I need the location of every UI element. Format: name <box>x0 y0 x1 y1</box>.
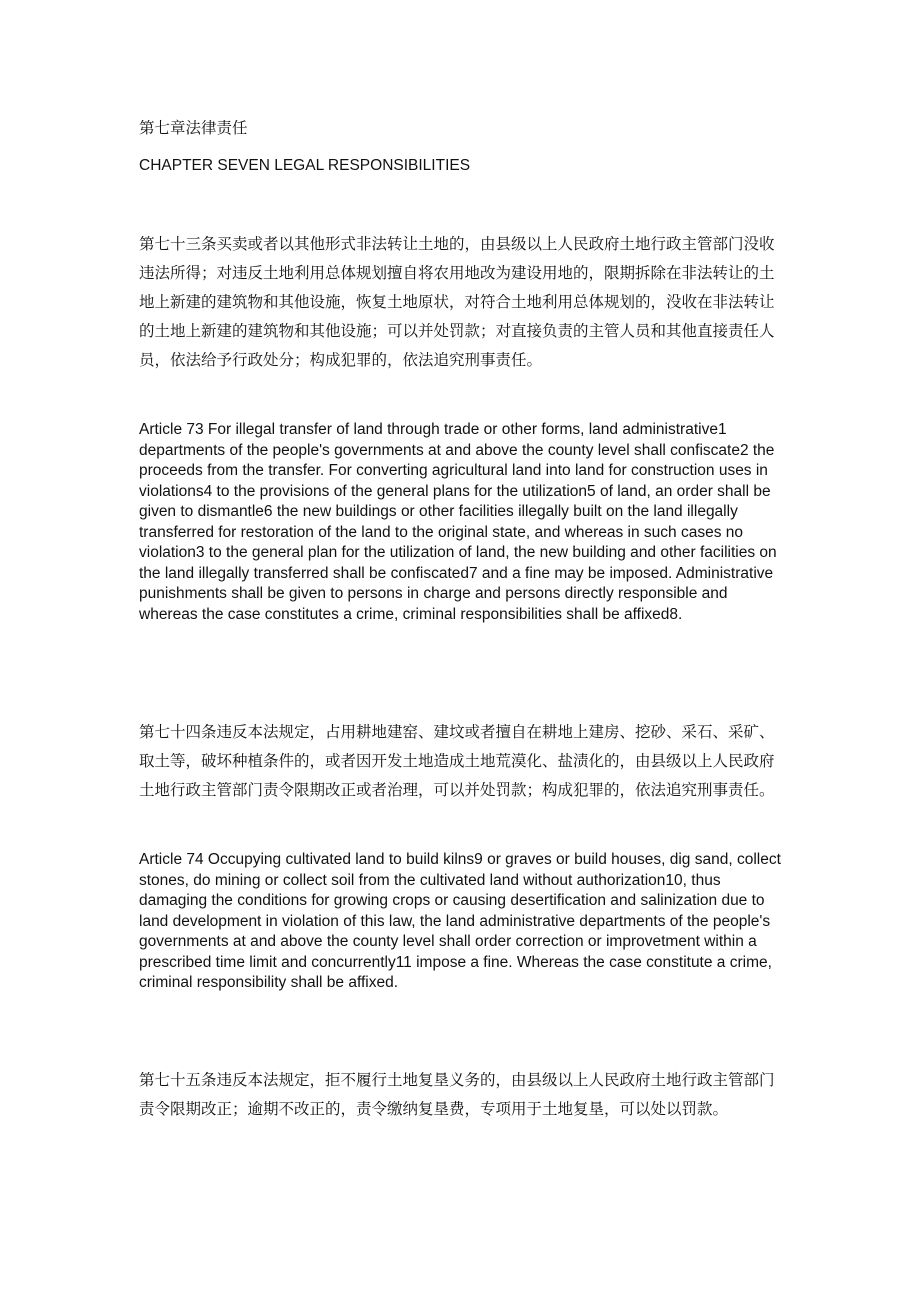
article-74-zh: 第七十四条违反本法规定，占用耕地建窑、建坟或者擅自在耕地上建房、挖砂、采石、采矿、取土等，破坏种植条件的，或者因开发土地造成土地荒漠化、盐渍化的，由县级以上人民政府土地行政主管部门责令限期改正或者治理，可以并处罚款；构成犯罪的，依法追究刑事责任。 <box>139 723 775 799</box>
article-73-zh: 第七十三条买卖或者以其他形式非法转让土地的，由县级以上人民政府土地行政主管部门没收违法所得；对违反土地利用总体规划擅自将农用地改为建设用地的，限期拆除在非法转让的土地上新建的建筑物和其他设施，恢复土地原状，对符合土地利用总体规划的，没收在非法转让的土地上新建的建筑物和其他设施；可以并处罚款；对直接负责的主管人员和其他直接责任人员，依法给予行政处分；构成犯罪的，依法追究刑事责任。 <box>139 235 775 369</box>
article-73-en: Article 73 For illegal transfer of land through trade or other forms, land administrative1 departments of the people's governments at and above the county level shall confiscate2 the proceeds from the transfer. For converting agricultural land into land for construction uses in violations4 to the provisions of the general plans for the utilization5 of land, an order shall be given to dismantle6 the new buildings or other facilities illegally built on the land illegally transferred for restoration of the land to the original state, and whereas in such cases no violation3 to the general plan for the utilization of land, the new building and other facilities on the land illegally transferred shall be confiscated7 and a fine may be imposed. Administrative punishments shall be given to persons in charge and persons directly responsible and whereas the case constitutes a crime, criminal responsibilities shall be affixed8. <box>139 421 777 623</box>
chapter-title-en: CHAPTER SEVEN LEGAL RESPONSIBILITIES <box>139 157 471 174</box>
article-74-en: Article 74 Occupying cultivated land to build kilns9 or graves or build houses, dig sand, collect stones, do mining or collect soil from the cultivated land without authorization10, thus damaging the conditions for growing crops or causing desertification and salinization due to land development in violation of this law, the land administrative departments of the people's governments at and above the county level shall order correction or improvetment within a prescribed time limit and concurrently11 impose a fine. Whereas the case constitute a crime, criminal responsibility shall be affixed. <box>139 851 781 991</box>
article-75-zh: 第七十五条违反本法规定，拒不履行土地复垦义务的，由县级以上人民政府土地行政主管部门责令限期改正；逾期不改正的，责令缴纳复垦费，专项用于土地复垦，可以处以罚款。 <box>139 1071 775 1118</box>
chapter-title-zh: 第七章法律责任 <box>139 119 248 137</box>
